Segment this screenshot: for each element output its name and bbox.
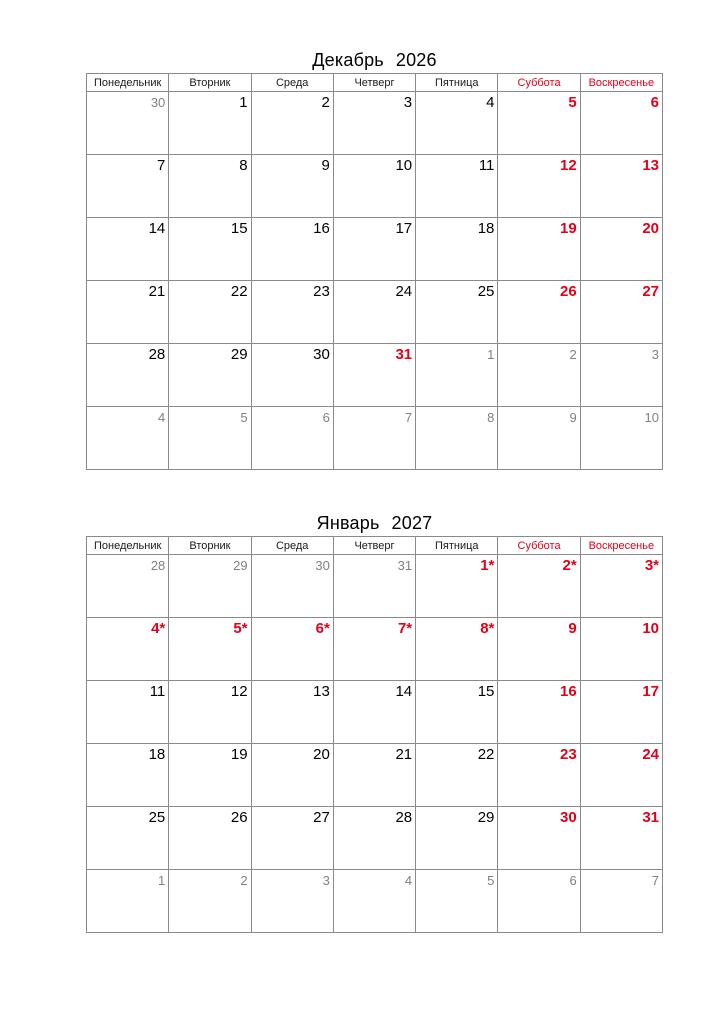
month-name: Декабрь [312, 50, 384, 70]
day-cell [169, 92, 251, 155]
day-number: 26 [230, 809, 248, 826]
day-number: 15 [477, 683, 495, 700]
day-cell [87, 344, 169, 407]
day-cell [498, 407, 580, 470]
day-number: 14 [395, 683, 413, 700]
day-cell [416, 744, 498, 807]
day-cell [251, 681, 333, 744]
calendar-month [86, 47, 663, 470]
day-cell [580, 281, 662, 344]
adjacent-month-day-number: 2 [240, 873, 248, 888]
month-year: 2027 [391, 513, 433, 533]
week-row [87, 155, 663, 218]
adjacent-month-day-number: 9 [569, 410, 577, 425]
day-number: 3 [403, 94, 413, 111]
calendar-month [86, 510, 663, 933]
day-number: 21 [148, 283, 166, 300]
weekday-header: Понедельник [87, 537, 169, 555]
day-cell [251, 555, 333, 618]
day-cell [498, 744, 580, 807]
week-row [87, 344, 663, 407]
weekday-header: Пятница [416, 74, 498, 92]
week-row [87, 281, 663, 344]
day-cell [416, 218, 498, 281]
week-row [87, 744, 663, 807]
day-cell [251, 407, 333, 470]
month-grid [86, 73, 663, 470]
day-number: 22 [477, 746, 495, 763]
day-cell [580, 555, 662, 618]
day-cell [87, 807, 169, 870]
weekday-header: Среда [251, 537, 333, 555]
day-number: 4 [486, 94, 495, 111]
holiday-day-number: 13 [642, 157, 659, 174]
day-cell [333, 681, 415, 744]
day-cell [169, 344, 251, 407]
day-cell [416, 155, 498, 218]
day-cell [169, 744, 251, 807]
day-cell [498, 555, 580, 618]
day-cell [87, 407, 169, 470]
holiday-day-number: 10 [642, 620, 659, 637]
day-cell [333, 807, 415, 870]
holiday-day-number: 23 [560, 746, 577, 763]
adjacent-month-day-number: 2 [569, 347, 577, 362]
day-number: 11 [149, 683, 166, 700]
day-number: 25 [477, 283, 495, 300]
weekday-header: Вторник [169, 74, 251, 92]
week-row [87, 407, 663, 470]
adjacent-month-day-number: 1 [158, 873, 166, 888]
day-cell [169, 555, 251, 618]
day-number: 21 [395, 746, 413, 763]
day-cell [333, 744, 415, 807]
weekday-header-weekend: Воскресенье [580, 537, 662, 555]
day-cell [416, 281, 498, 344]
holiday-day-number: 17 [642, 683, 659, 700]
day-cell [580, 681, 662, 744]
day-number: 16 [313, 220, 330, 237]
day-cell [580, 870, 662, 933]
holiday-day-number: 20 [642, 220, 659, 237]
day-cell [169, 807, 251, 870]
day-cell [333, 407, 415, 470]
adjacent-month-day-number: 7 [404, 410, 413, 425]
holiday-day-number: 5 [568, 94, 577, 111]
day-cell [580, 92, 662, 155]
day-cell [416, 92, 498, 155]
week-row [87, 218, 663, 281]
adjacent-month-day-number: 6 [322, 410, 330, 425]
adjacent-month-day-number: 3 [651, 347, 659, 362]
holiday-day-number: 2* [562, 557, 577, 574]
day-cell [498, 281, 580, 344]
day-cell [251, 344, 333, 407]
holiday-day-number: 12 [560, 157, 577, 174]
day-cell [333, 92, 415, 155]
holiday-day-number: 31 [642, 809, 659, 826]
adjacent-month-day-number: 30 [150, 95, 166, 110]
day-cell [333, 155, 415, 218]
day-cell [333, 281, 415, 344]
day-cell [416, 407, 498, 470]
day-cell [416, 555, 498, 618]
month-title [86, 510, 663, 536]
day-number: 18 [148, 746, 166, 763]
day-number: 10 [395, 157, 413, 174]
weekday-header: Четверг [333, 74, 415, 92]
month-name: Январь [316, 513, 380, 533]
day-cell [87, 555, 169, 618]
day-number: 22 [230, 283, 248, 300]
day-cell [169, 618, 251, 681]
holiday-day-number: 16 [560, 683, 577, 700]
day-cell [169, 407, 251, 470]
adjacent-month-day-number: 4 [404, 873, 413, 888]
holiday-day-number: 3* [644, 557, 659, 574]
day-cell [580, 344, 662, 407]
day-number: 7 [156, 157, 166, 174]
holiday-day-number: 5* [233, 620, 248, 637]
day-cell [251, 92, 333, 155]
holiday-day-number: 9 [568, 620, 577, 637]
day-cell [251, 218, 333, 281]
day-cell [87, 618, 169, 681]
adjacent-month-day-number: 10 [644, 410, 659, 425]
day-cell [580, 155, 662, 218]
weekday-header-weekend: Суббота [498, 74, 580, 92]
day-cell [498, 92, 580, 155]
holiday-day-number: 1* [480, 557, 495, 574]
month-grid [86, 536, 663, 933]
adjacent-month-day-number: 3 [322, 873, 330, 888]
weekday-header: Вторник [169, 537, 251, 555]
week-row [87, 807, 663, 870]
day-cell [498, 618, 580, 681]
day-cell [580, 744, 662, 807]
week-row [87, 92, 663, 155]
day-cell [87, 870, 169, 933]
day-number: 29 [230, 346, 248, 363]
day-cell [416, 681, 498, 744]
day-number: 17 [395, 220, 413, 237]
holiday-day-number: 26 [560, 283, 577, 300]
weekday-header-row [87, 537, 663, 555]
day-cell [87, 744, 169, 807]
day-number: 29 [477, 809, 495, 826]
day-number: 15 [230, 220, 248, 237]
adjacent-month-day-number: 30 [315, 558, 330, 573]
day-cell [580, 618, 662, 681]
day-cell [580, 218, 662, 281]
day-cell [580, 807, 662, 870]
day-number: 19 [230, 746, 248, 763]
day-number: 8 [239, 157, 248, 174]
day-cell [580, 407, 662, 470]
adjacent-month-day-number: 8 [487, 410, 495, 425]
month-title [86, 47, 663, 73]
week-row [87, 870, 663, 933]
adjacent-month-day-number: 31 [397, 558, 413, 573]
day-number: 23 [313, 283, 330, 300]
day-number: 30 [313, 346, 330, 363]
day-number: 20 [313, 746, 330, 763]
day-cell [251, 155, 333, 218]
weekday-header: Четверг [333, 537, 415, 555]
holiday-day-number: 6 [650, 94, 659, 111]
week-row [87, 618, 663, 681]
day-cell [87, 92, 169, 155]
day-cell [416, 618, 498, 681]
day-cell [251, 281, 333, 344]
day-cell [169, 218, 251, 281]
day-cell [251, 618, 333, 681]
holiday-day-number: 4* [151, 620, 166, 637]
month-year: 2026 [395, 50, 437, 70]
adjacent-month-day-number: 5 [240, 410, 248, 425]
day-cell [333, 555, 415, 618]
weekday-header: Понедельник [87, 74, 169, 92]
adjacent-month-day-number: 6 [569, 873, 577, 888]
day-cell [169, 870, 251, 933]
day-cell [498, 681, 580, 744]
weekday-header-weekend: Суббота [498, 537, 580, 555]
adjacent-month-day-number: 7 [651, 873, 659, 888]
day-cell [333, 218, 415, 281]
day-number: 18 [477, 220, 495, 237]
holiday-day-number: 31 [395, 346, 413, 363]
day-number: 25 [148, 809, 166, 826]
weekday-header-weekend: Воскресенье [580, 74, 662, 92]
day-number: 12 [230, 683, 248, 700]
holiday-day-number: 24 [642, 746, 659, 763]
adjacent-month-day-number: 1 [487, 347, 495, 362]
holiday-day-number: 7* [397, 620, 413, 637]
day-cell [416, 870, 498, 933]
day-cell [416, 807, 498, 870]
day-number: 1 [239, 94, 248, 111]
adjacent-month-day-number: 4 [158, 410, 166, 425]
day-cell [251, 744, 333, 807]
day-number: 14 [148, 220, 166, 237]
week-row [87, 681, 663, 744]
day-cell [498, 807, 580, 870]
day-number: 24 [395, 283, 413, 300]
day-number: 13 [313, 683, 330, 700]
day-cell [87, 155, 169, 218]
day-number: 28 [395, 809, 413, 826]
holiday-day-number: 30 [560, 809, 577, 826]
day-number: 28 [148, 346, 166, 363]
holiday-day-number: 19 [560, 220, 577, 237]
day-cell [87, 681, 169, 744]
day-cell [169, 155, 251, 218]
day-number: 9 [321, 157, 330, 174]
week-row [87, 555, 663, 618]
day-number: 27 [313, 809, 330, 826]
adjacent-month-day-number: 29 [233, 558, 248, 573]
day-cell [87, 281, 169, 344]
weekday-header: Пятница [416, 537, 498, 555]
adjacent-month-day-number: 28 [150, 558, 166, 573]
day-cell [251, 807, 333, 870]
day-cell [169, 681, 251, 744]
day-cell [333, 618, 415, 681]
weekday-header-row [87, 74, 663, 92]
day-number: 11 [478, 157, 495, 174]
day-number: 2 [321, 94, 330, 111]
day-cell [416, 344, 498, 407]
holiday-day-number: 27 [642, 283, 659, 300]
day-cell [251, 870, 333, 933]
day-cell [333, 870, 415, 933]
adjacent-month-day-number: 5 [487, 873, 495, 888]
day-cell [169, 281, 251, 344]
day-cell [333, 344, 415, 407]
holiday-day-number: 6* [315, 620, 330, 637]
day-cell [87, 218, 169, 281]
day-cell [498, 870, 580, 933]
holiday-day-number: 8* [480, 620, 495, 637]
day-cell [498, 344, 580, 407]
day-cell [498, 218, 580, 281]
weekday-header: Среда [251, 74, 333, 92]
day-cell [498, 155, 580, 218]
